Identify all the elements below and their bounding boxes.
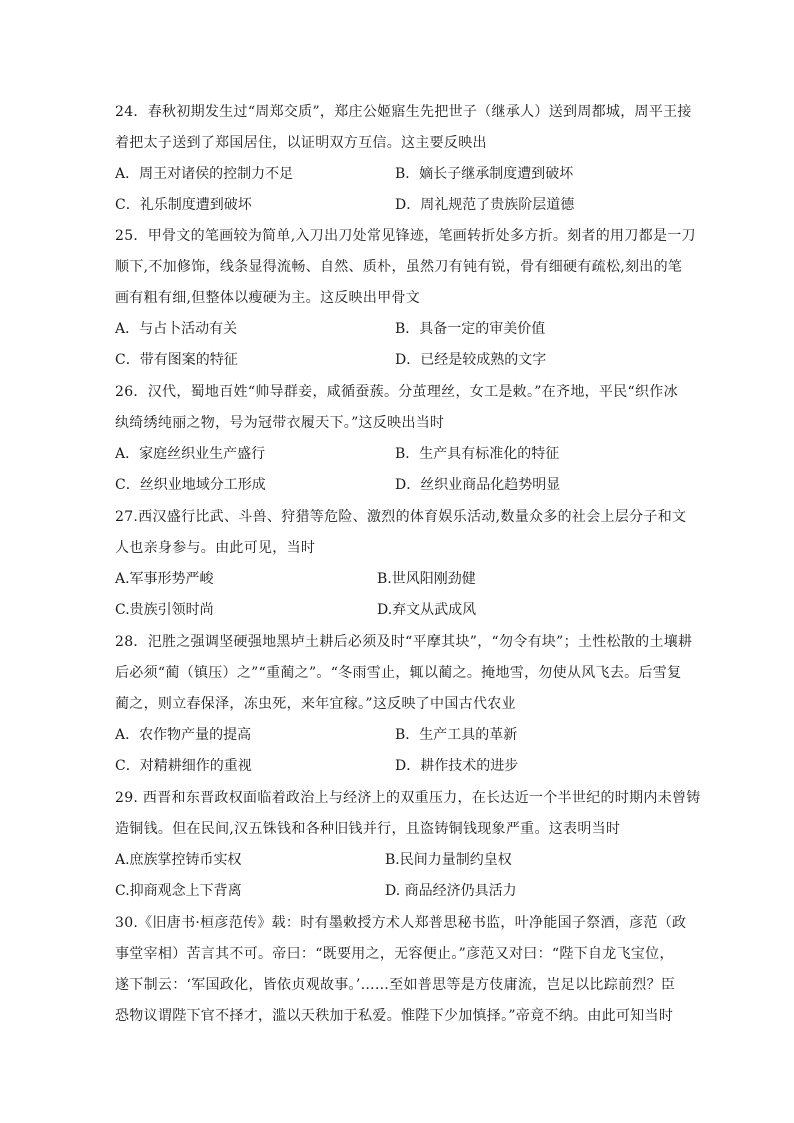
options-24 xyxy=(115,159,685,221)
question-line: 26．汉代，蜀地百姓“帅导群妾，咸循蚕蔟。分茧理丝，女工是敕。”在齐地，平民“织作冰 xyxy=(115,384,678,400)
option-a[interactable]: A．周王对诸侯的控制力不足 xyxy=(115,166,294,182)
option-d[interactable]: D. 商品经济仍具活力 xyxy=(385,883,517,899)
option-a[interactable]: A．家庭丝织业生产盛行 xyxy=(115,446,266,462)
option-b[interactable]: B．嫡长子继承制度遭到破坏 xyxy=(395,166,574,182)
option-a[interactable]: A．农作物产量的提高 xyxy=(115,727,252,743)
question-line: 造铜钱。但在民间,汉五铢钱和各种旧钱并行，且盗铸铜钱现象严重。这表明当时 xyxy=(115,821,621,837)
question-line: 28．汜胜之强调坚硬强地黑垆土耕后必须及时“平摩其块”，“勿令有块”；土性松散的土壤耕 xyxy=(115,634,693,650)
question-line: 30.《旧唐书·桓彦范传》载：时有墨敕授方术人郑普思秘书监，叶净能国子祭酒，彦范（政 xyxy=(115,915,687,931)
question-line: 着把太子送到了郑国居住，以证明双方互信。这主要反映出 xyxy=(115,135,487,151)
options-25 xyxy=(115,314,685,376)
question-line: 后必须“蔺（镇压）之”“重蔺之”。“冬雨雪止，辄以蔺之。掩地雪，勿使从风飞去。后雪复 xyxy=(115,665,682,681)
question-30 xyxy=(115,908,685,1032)
options-27 xyxy=(115,564,685,626)
question-26 xyxy=(115,377,685,439)
question-27 xyxy=(115,502,685,564)
option-b[interactable]: B．生产具有标准化的特征 xyxy=(395,446,560,462)
option-d[interactable]: D.弃文从武成风 xyxy=(377,602,477,618)
options-26 xyxy=(115,439,685,501)
option-a[interactable]: A.军事形势严峻 xyxy=(115,571,214,587)
question-24 xyxy=(115,97,692,159)
option-d[interactable]: D．已经是较成熟的文字 xyxy=(395,352,547,368)
question-line: 恐物议谓陛下官不择才，滥以天秩加于私爱。惟陛下少加慎择。”帝竟不纳。由此可知当时 xyxy=(115,1008,674,1024)
question-29 xyxy=(115,783,701,845)
option-b[interactable]: B．具备一定的审美价值 xyxy=(395,321,546,337)
option-d[interactable]: D．耕作技术的进步 xyxy=(395,758,519,774)
option-c[interactable]: C．礼乐制度遭到破坏 xyxy=(115,197,252,213)
option-b[interactable]: B.世风阳刚劲健 xyxy=(377,571,476,587)
options-28 xyxy=(115,720,685,782)
option-a[interactable]: A．与占卜活动有关 xyxy=(115,321,238,337)
question-line: 遂下制云：‘军国政化，皆依贞观故事。’……至如普思等是方伎庸流，岂足以比踪前烈？臣 xyxy=(115,977,676,993)
question-line: 画有粗有细,但整体以瘦硬为主。这反映出甲骨文 xyxy=(115,290,421,306)
option-a[interactable]: A.庶族掌控铸币实权 xyxy=(115,852,242,868)
option-c[interactable]: C．对精耕细作的重视 xyxy=(115,758,252,774)
option-d[interactable]: D．丝织业商品化趋势明显 xyxy=(395,477,561,493)
option-b[interactable]: B．生产工具的革新 xyxy=(395,727,518,743)
question-line: 顺下,不加修饰，线条显得流畅、自然、质朴，虽然刀有钝有锐，骨有细硬有疏松,刻出的笔 xyxy=(115,259,683,275)
option-c[interactable]: C．丝织业地域分工形成 xyxy=(115,477,266,493)
option-d[interactable]: D．周礼规范了贵族阶层道德 xyxy=(395,197,575,213)
question-line: 人也亲身参与。由此可见，当时 xyxy=(115,540,316,556)
question-line: 纨绮绣纯丽之物，号为冠带衣履天下。”这反映出当时 xyxy=(115,415,445,431)
question-line: 事堂宰相）苦言其不可。帝曰：“既要用之，无容便止。”彦范又对曰：“陛下自龙飞宝位， xyxy=(115,946,674,962)
option-c[interactable]: C.贵族引领时尚 xyxy=(115,602,214,618)
question-line: 29. 西晋和东晋政权面临着政治上与经济上的双重压力，在长达近一个半世纪的时期内未曾铸 xyxy=(115,790,701,806)
question-25 xyxy=(115,221,696,314)
option-c[interactable]: C．带有图案的特征 xyxy=(115,352,238,368)
option-b[interactable]: B.民间力量制约皇权 xyxy=(385,852,512,868)
option-c[interactable]: C.抑商观念上下背离 xyxy=(115,883,242,899)
question-line: 27.西汉盛行比武、斗兽、狩猎等危险、激烈的体育娱乐活动,数量众多的社会上层分子和文 xyxy=(115,509,687,525)
question-28 xyxy=(115,627,693,720)
options-29 xyxy=(115,845,685,907)
question-line: 25．甲骨文的笔画较为简单,入刀出刀处常见锋迹，笔画转折处多方折。刻者的用刀都是一刀 xyxy=(115,228,696,244)
question-line: 24．春秋初期发生过“周郑交质”，郑庄公姬寤生先把世子（继承人）送到周都城，周平王接 xyxy=(115,104,692,120)
question-line: 蔺之，则立春保泽，冻虫死，来年宜稼。”这反映了中国古代农业 xyxy=(115,696,516,712)
